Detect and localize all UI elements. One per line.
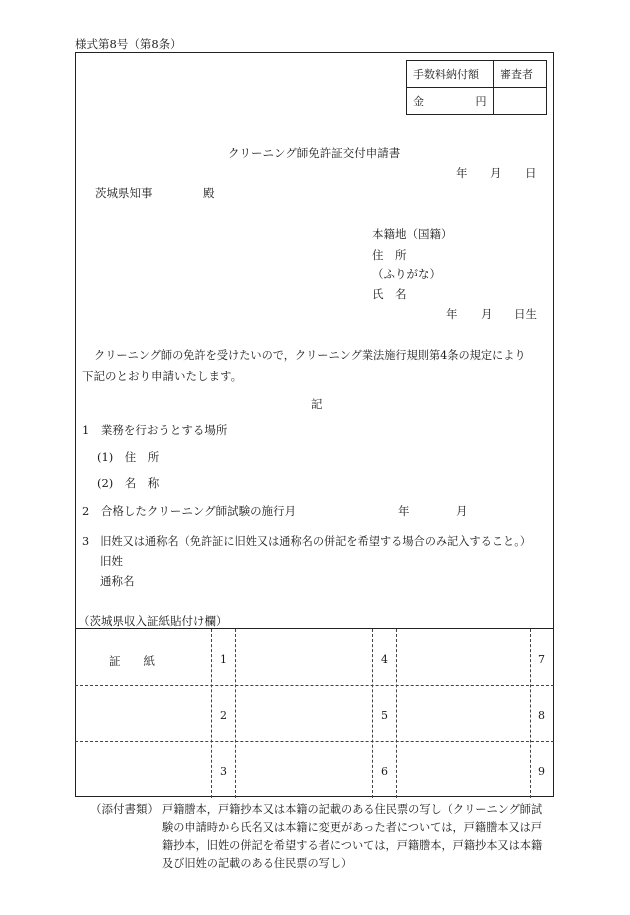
address-label: 住 所 [372,248,407,262]
body-line-2: 下記のとおり申請いたします。 [82,369,243,383]
item-3-old-name: 旧姓 [100,554,123,568]
date-year: 年 [456,166,468,180]
stamp-number: 5 [381,709,388,722]
stamp-divider [211,629,212,798]
name-label: 氏 名 [372,287,407,301]
fee-header: 手数料納付額 [407,61,494,88]
amount-prefix: 金 [413,95,424,108]
stamp-divider [75,741,554,742]
furigana-label: （ふりがな） [372,267,441,281]
addressee: 茨城県知事 [95,186,153,200]
item-2-month: 月 [456,504,468,518]
stamp-number: 7 [538,653,545,666]
stamp-number: 1 [220,653,227,666]
examiner-header: 審査者 [494,61,547,88]
item-2: 2 合格したクリーニング師試験の施行月 [82,504,297,518]
stamp-divider [396,629,397,798]
stamp-number: 8 [538,709,545,722]
stamp-number: 6 [381,765,388,778]
attachments-line-1: 戸籍謄本，戸籍抄本又は本籍の記載のある住民票の写し（クリーニング師試 [162,803,543,816]
body-line-1: クリーニング師の免許を受けたいので，クリーニング業法施行規則第4条の規定により [94,349,526,362]
document-title: クリーニング師免許証交付申請書 [228,146,401,160]
birth-month: 月 [481,307,493,321]
date-month: 月 [490,166,502,180]
item-1-name: (2) 名 称 [97,476,160,490]
stamp-number: 4 [381,653,388,666]
date-day: 日 [525,166,537,180]
item-3-alias: 通称名 [100,574,135,588]
examiner-cell[interactable] [494,88,547,115]
item-1: 1 業務を行おうとする場所 [82,423,228,437]
amount-suffix: 円 [475,95,487,108]
stamp-divider [530,629,531,798]
item-1-address: (1) 住 所 [97,450,160,464]
ki-heading: 記 [311,397,323,411]
birth-year: 年 [446,307,458,321]
stamp-area[interactable] [75,628,554,798]
stamp-number: 3 [220,765,227,778]
fee-box [406,60,547,115]
stamp-label: 証 紙 [109,654,155,668]
honorific: 殿 [203,186,215,200]
item-2-year: 年 [398,504,410,518]
item-3: 3 旧姓又は通称名（免許証に旧姓又は通称名の併記を希望する場合のみ記入すること。） [82,535,532,548]
stamp-number: 9 [538,765,545,778]
domicile-label: 本籍地（国籍） [372,227,453,241]
stamp-section-label: （茨城県収入証紙貼付け欄） [78,614,228,628]
attachments-line-4: 及び旧姓の記載のある住民票の写し） [162,857,353,870]
fee-amount-cell[interactable] [407,88,494,115]
attachments-label: （添付書類） [90,802,159,816]
attachments-line-2: 験の申請時から氏名又は本籍に変更があった者については，戸籍謄本又は戸 [162,821,543,834]
birth-suffix: 日生 [514,307,537,321]
stamp-divider [372,629,373,798]
attachments-line-3: 籍抄本，旧姓の併記を希望する者については，戸籍謄本，戸籍抄本又は本籍 [162,839,543,852]
stamp-divider [235,629,236,798]
stamp-number: 2 [220,709,227,722]
form-number: 様式第8号（第8条） [75,37,182,51]
stamp-divider [75,685,554,686]
